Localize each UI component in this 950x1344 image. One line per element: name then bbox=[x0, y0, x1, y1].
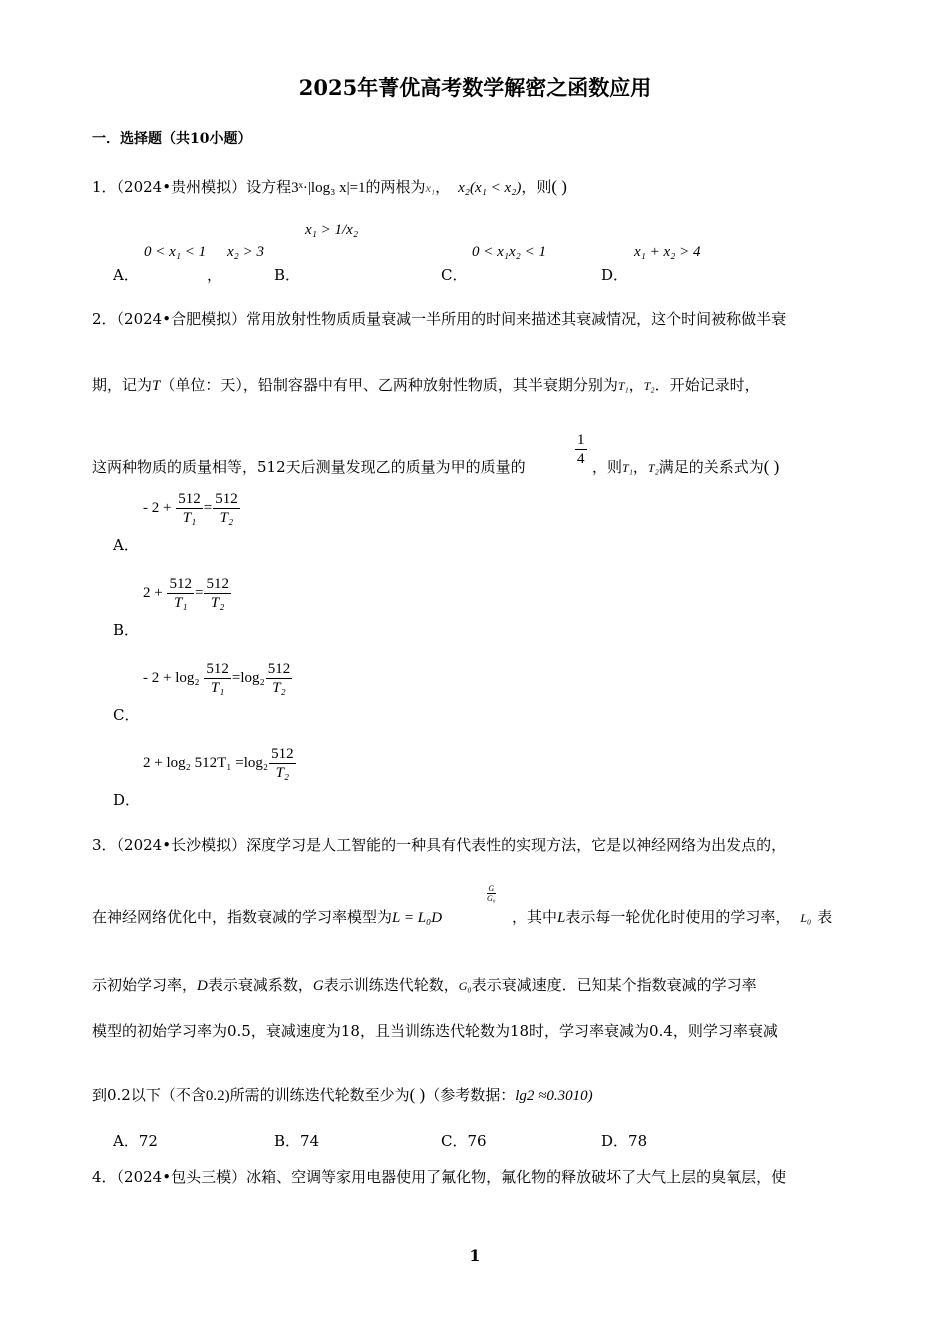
fraction-one-quarter bbox=[574, 431, 588, 468]
equals-log: =log₂ bbox=[231, 754, 269, 771]
fraction-numerator: 512 bbox=[178, 491, 201, 507]
question-3-line-2b bbox=[512, 906, 832, 927]
exponent-numerator: G bbox=[488, 884, 495, 893]
fraction-denominator: T₂ bbox=[210, 595, 225, 611]
question-text: 表示训练迭代轮数， bbox=[323, 976, 459, 994]
question-source: （2024•合肥模拟） bbox=[116, 310, 247, 328]
question-source: （2024•贵州模拟） bbox=[116, 178, 247, 196]
fraction-denominator: T₁ bbox=[173, 595, 188, 611]
fraction-numerator: 512 bbox=[215, 491, 238, 507]
variable-L: L bbox=[557, 910, 566, 926]
question-text: 的两根为 bbox=[365, 178, 426, 196]
option-label: D． bbox=[601, 1132, 629, 1150]
variable-T2: T₂ bbox=[647, 461, 659, 475]
fraction-numerator: 1 bbox=[577, 432, 585, 448]
expression-prefix: 2 + log₂ 512T₁ bbox=[143, 754, 232, 771]
question-text: ，则 bbox=[521, 178, 552, 196]
question-2-line-3b: ，则T₁，T₂满足的关系式为( ) bbox=[592, 457, 780, 476]
question-text: 设方程 bbox=[246, 178, 292, 196]
question-text: 表示衰减速度．已知某个指数衰减的学习率 bbox=[471, 976, 757, 994]
question-3-line-1 bbox=[92, 834, 786, 855]
fraction-denominator: T₂ bbox=[219, 510, 234, 526]
question-text: （参考数据： bbox=[425, 1086, 516, 1104]
option-b-math: x₁ > 1/x₂ bbox=[305, 222, 359, 238]
question-text: 示初始学习率， bbox=[92, 976, 198, 994]
question-text: ，则 bbox=[592, 458, 623, 476]
option-d bbox=[601, 1130, 647, 1151]
question-text: ，其中 bbox=[512, 908, 558, 926]
option-label: B． bbox=[274, 1132, 301, 1150]
variable-T1: T₁ bbox=[617, 379, 629, 393]
option-c-expression bbox=[143, 660, 293, 697]
question-2-line-1 bbox=[92, 308, 786, 329]
variable-L0: L₀ bbox=[800, 911, 812, 925]
question-3-line-4: 模型的初始学习率为0.5，衰减速度为18，且当训练迭代轮数为18时，学习率衰减为0.4，则学习率衰减 bbox=[92, 1022, 778, 1040]
option-a-label: A． bbox=[113, 536, 139, 554]
answer-blank: ( ) bbox=[409, 1085, 426, 1104]
question-number: 4． bbox=[92, 1168, 117, 1186]
variable-G0: G₀ bbox=[458, 979, 472, 993]
question-4-line-1 bbox=[92, 1166, 786, 1187]
variable-D: D bbox=[197, 978, 208, 994]
equals: = bbox=[194, 584, 204, 601]
option-value: 76 bbox=[467, 1132, 487, 1150]
expression-prefix: - 2 + log₂ bbox=[143, 669, 200, 686]
option-c-label: C． bbox=[113, 706, 140, 724]
question-text: 深度学习是人工智能的一种具有代表性的实现方法，它是以神经网络为出发点的， bbox=[246, 836, 787, 854]
question-2-line-2: 期，记为T（单位：天），铅制容器中有甲、乙两种放射性物质，其半衰期分别为T₁，T₂．开始记录时， bbox=[92, 376, 760, 394]
option-d-label: D． bbox=[601, 266, 629, 284]
question-source: （2024•长沙模拟） bbox=[116, 836, 247, 854]
option-c-math: 0 < x₁x₂ < 1 bbox=[472, 244, 546, 260]
option-label: C． bbox=[441, 1132, 468, 1150]
option-value: 72 bbox=[138, 1132, 158, 1150]
model-exponent bbox=[487, 884, 496, 903]
variable-T: T bbox=[152, 378, 161, 394]
option-a-math: 0 < x₁ < 1 bbox=[144, 244, 207, 260]
question-source: （2024•包头三模） bbox=[116, 1168, 247, 1186]
option-a-expression bbox=[143, 490, 241, 527]
equation: 3ˣ·|log₃ x|=1 bbox=[291, 180, 366, 196]
fraction-denominator: T₁ bbox=[182, 510, 197, 526]
question-text: 冰箱、空调等家用电器使用了氟化物，氟化物的释放破坏了大气上层的臭氧层，使 bbox=[246, 1168, 787, 1186]
option-a bbox=[113, 1130, 158, 1151]
question-3-line-5 bbox=[92, 1084, 593, 1105]
question-text: 所需的训练迭代轮数至少为 bbox=[229, 1086, 410, 1104]
variable-T1: T₁ bbox=[622, 461, 633, 475]
variable-x1: x₁ bbox=[425, 181, 436, 195]
fraction-numerator: 512 bbox=[206, 576, 229, 592]
option-c bbox=[441, 1130, 487, 1151]
threshold-value: 0.2) bbox=[205, 1088, 230, 1104]
question-3-line-3 bbox=[92, 974, 757, 995]
option-value: 74 bbox=[300, 1132, 320, 1150]
equals: = bbox=[203, 499, 213, 516]
question-text: 满足的关系式为 bbox=[658, 458, 764, 476]
option-label: A． bbox=[113, 1132, 139, 1150]
option-d-expression bbox=[143, 745, 297, 782]
question-text: 表 bbox=[817, 908, 833, 926]
question-text: 表示每一轮优化时使用的学习率， bbox=[565, 908, 791, 926]
option-d-label: D． bbox=[113, 791, 141, 809]
variable-T2: T₂ bbox=[643, 379, 655, 393]
fraction-denominator: 4 bbox=[577, 451, 585, 467]
variable-x2-condition: x₂(x₁ < x₂) bbox=[458, 180, 522, 196]
question-2-line-3 bbox=[92, 456, 526, 477]
fraction-numerator: 512 bbox=[267, 661, 291, 677]
option-value: 78 bbox=[628, 1132, 648, 1150]
option-a-math-2: x₂ > 3 bbox=[227, 244, 264, 260]
question-text: 这两种物质的质量相等，512天后测量发现乙的质量为甲的质量的 bbox=[92, 458, 526, 476]
option-b-label: B． bbox=[113, 621, 140, 639]
question-number: 3． bbox=[92, 836, 117, 854]
question-text: 到0.2以下（不含 bbox=[92, 1086, 206, 1104]
fraction-denominator: T₁ bbox=[210, 680, 225, 696]
option-d-math: x₁ + x₂ > 4 bbox=[634, 244, 701, 260]
question-1-stem bbox=[92, 176, 567, 197]
question-number: 2． bbox=[92, 310, 117, 328]
fraction-denominator: T₂ bbox=[275, 765, 290, 781]
option-b-label: B． bbox=[274, 266, 301, 284]
question-text: 常用放射性物质质量衰减一半所用的时间来描述其衰减情况，这个时间被称做半衰 bbox=[246, 310, 787, 328]
option-b bbox=[274, 1130, 319, 1151]
option-a-separator: ， bbox=[207, 266, 223, 284]
fraction-numerator: 512 bbox=[271, 746, 294, 762]
question-text: 表示衰减系数， bbox=[207, 976, 313, 994]
fraction-numerator: 512 bbox=[169, 576, 192, 592]
equals-log: =log₂ bbox=[231, 669, 265, 686]
document-title: 2025年菁优高考数学解密之函数应用 bbox=[298, 75, 652, 100]
question-3-line-2 bbox=[92, 906, 442, 927]
fraction-denominator: T₂ bbox=[272, 680, 286, 696]
reference-data: lg2 ≈0.3010) bbox=[515, 1088, 593, 1104]
answer-blank: ( ) bbox=[551, 177, 567, 196]
section-heading: 一．选择题（共10小题） bbox=[92, 131, 252, 147]
punctuation: ， bbox=[435, 178, 451, 196]
option-c-label: C． bbox=[441, 266, 468, 284]
variable-G: G bbox=[312, 978, 324, 994]
option-b-expression bbox=[143, 575, 232, 612]
question-text: 在神经网络优化中，指数衰减的学习率模型为 bbox=[92, 908, 393, 926]
exponent-denominator: G₀ bbox=[487, 894, 496, 903]
question-text: （单位：天），铅制容器中有甲、乙两种放射性物质，其半衰期分别为 bbox=[160, 376, 618, 394]
learning-rate-model: L = L₀D bbox=[392, 910, 443, 926]
question-text: ．开始记录时， bbox=[654, 376, 760, 394]
expression-prefix: 2 + bbox=[143, 584, 163, 601]
expression-prefix: - 2 + bbox=[143, 499, 172, 516]
question-number: 1． bbox=[92, 178, 117, 196]
option-a-label: A． bbox=[113, 266, 139, 284]
page-number: 1 bbox=[469, 1246, 481, 1265]
answer-blank: ( ) bbox=[763, 457, 780, 476]
fraction-numerator: 512 bbox=[206, 661, 229, 677]
question-text: 期，记为 bbox=[92, 376, 153, 394]
